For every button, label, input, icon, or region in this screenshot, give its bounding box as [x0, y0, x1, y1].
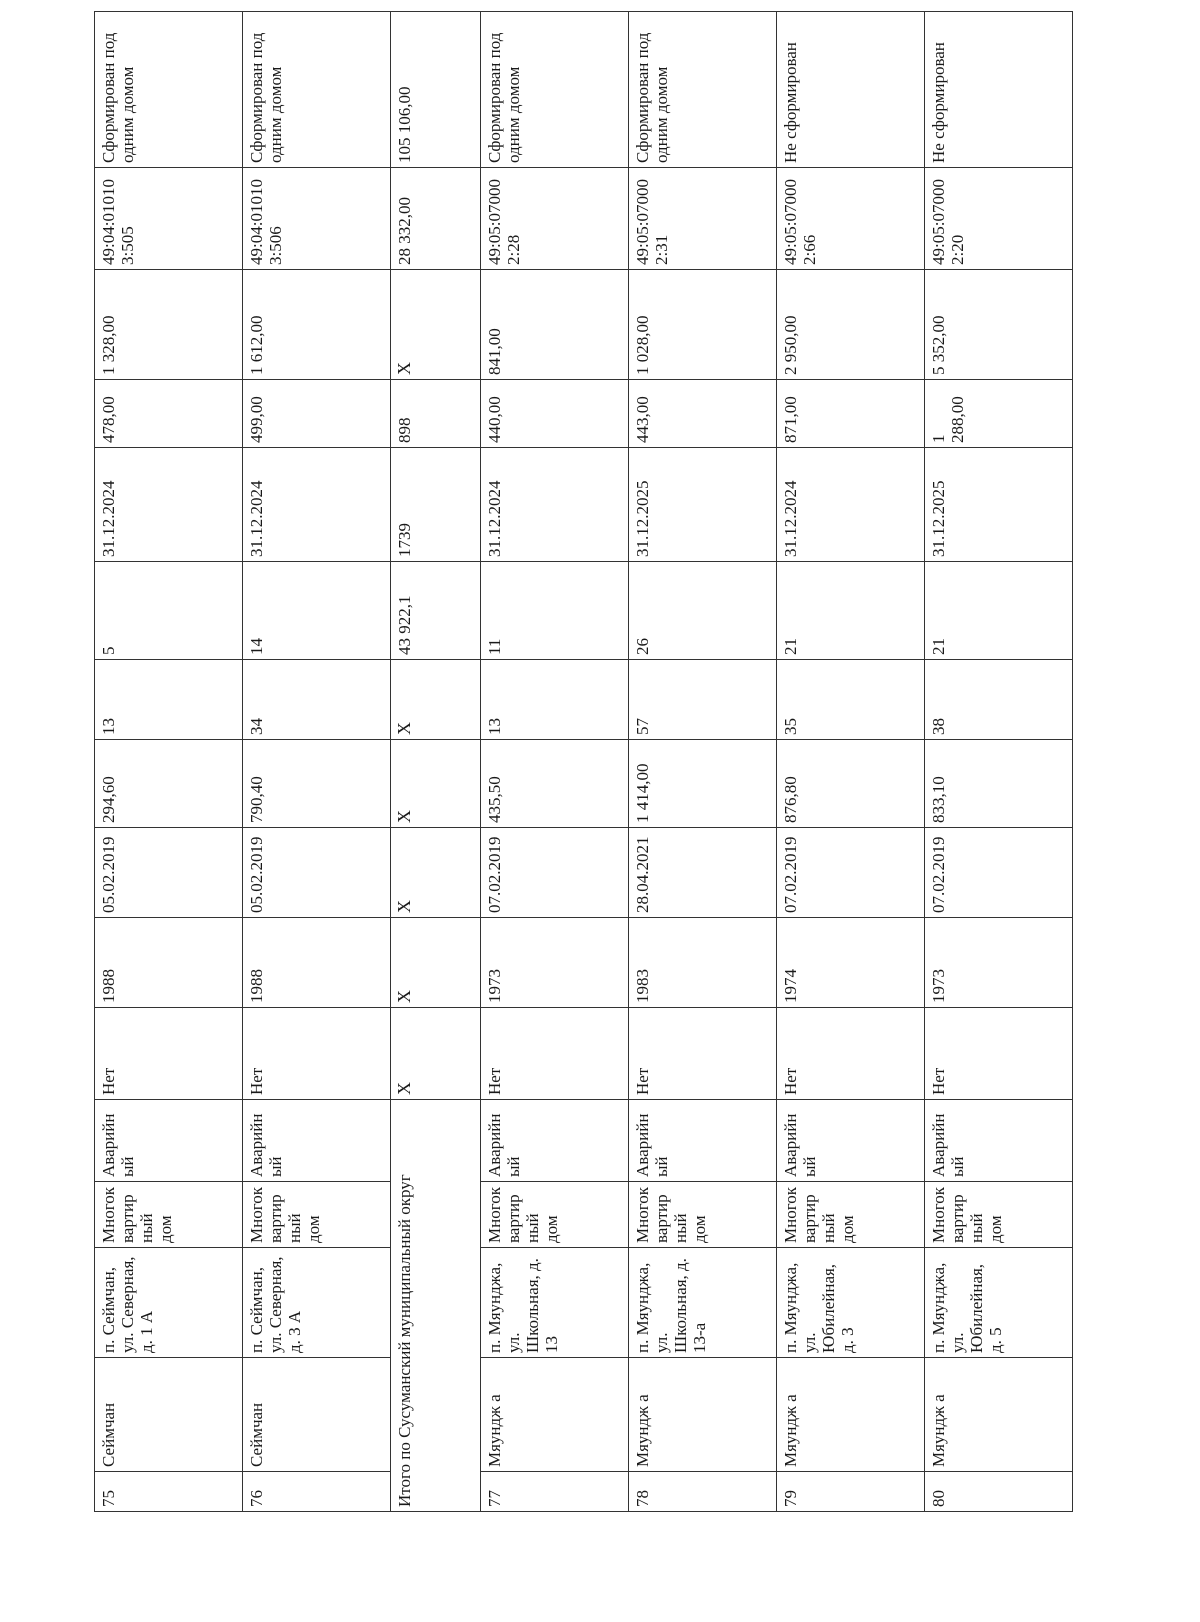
- house-type-cell: Многоквартирный дом: [629, 1182, 777, 1248]
- land-status-cell: Сформирован под одним домом: [481, 12, 629, 168]
- table-row: [777, 12, 925, 1512]
- area-cell: X: [391, 740, 481, 828]
- settlement-cell: Сеймчан: [243, 1358, 391, 1472]
- land-area-cell: 1 612,00: [243, 270, 391, 380]
- row-number-cell: 75: [95, 1472, 243, 1512]
- land-status-cell: 105 106,00: [391, 12, 481, 168]
- amount-cell: 443,00: [629, 380, 777, 448]
- value-cell: 43 922,1: [391, 562, 481, 660]
- build-year-cell: 1974: [777, 918, 925, 1008]
- land-status-cell: Сформирован под одним домом: [629, 12, 777, 168]
- amount-cell: 440,00: [481, 380, 629, 448]
- deadline-cell: 31.12.2025: [925, 448, 1073, 562]
- recognition-date-cell: 07.02.2019: [925, 828, 1073, 918]
- flag-cell: Нет: [629, 1008, 777, 1100]
- area-cell: 1 414,00: [629, 740, 777, 828]
- house-type-cell: Многоквартирный дом: [95, 1182, 243, 1248]
- settlement-cell: Мяундж а: [925, 1358, 1073, 1472]
- condition-cell: Аварийный: [481, 1100, 629, 1182]
- recognition-date-cell: 05.02.2019: [243, 828, 391, 918]
- condition-cell: Аварийный: [777, 1100, 925, 1182]
- value-cell: 21: [777, 562, 925, 660]
- rotated-page: [94, 12, 1134, 1512]
- flag-cell: Нет: [925, 1008, 1073, 1100]
- recognition-date-cell: 07.02.2019: [481, 828, 629, 918]
- value-cell: 14: [243, 562, 391, 660]
- deadline-cell: 31.12.2025: [629, 448, 777, 562]
- row-number-cell: 77: [481, 1472, 629, 1512]
- table-row: [95, 12, 243, 1512]
- land-area-cell: 5 352,00: [925, 270, 1073, 380]
- row-number-cell: 76: [243, 1472, 391, 1512]
- condition-cell: Аварийный: [95, 1100, 243, 1182]
- condition-cell: Аварийный: [925, 1100, 1073, 1182]
- deadline-cell: 1739: [391, 448, 481, 562]
- recognition-date-cell: 05.02.2019: [95, 828, 243, 918]
- cadastral-number-cell: 49:04:010103:505: [95, 168, 243, 270]
- row-number-cell: 80: [925, 1472, 1073, 1512]
- table-row: [243, 12, 391, 1512]
- house-type-cell: Многоквартирный дом: [481, 1182, 629, 1248]
- amount-cell: 898: [391, 380, 481, 448]
- cadastral-number-cell: 49:05:070002:20: [925, 168, 1073, 270]
- land-area-cell: X: [391, 270, 481, 380]
- flag-cell: Нет: [777, 1008, 925, 1100]
- area-cell: 833,10: [925, 740, 1073, 828]
- condition-cell: Аварийный: [629, 1100, 777, 1182]
- land-status-cell: Сформирован под одним домом: [243, 12, 391, 168]
- settlement-cell: Сеймчан: [95, 1358, 243, 1472]
- recognition-date-cell: X: [391, 828, 481, 918]
- value-cell: 5: [95, 562, 243, 660]
- house-type-cell: Многоквартирный дом: [243, 1182, 391, 1248]
- cadastral-number-cell: 49:05:070002:31: [629, 168, 777, 270]
- land-area-cell: 2 950,00: [777, 270, 925, 380]
- address-cell: п. Мяунджа, ул. Юбилейная, д. 5: [925, 1248, 1073, 1358]
- count-cell: 35: [777, 660, 925, 740]
- flag-cell: X: [391, 1008, 481, 1100]
- deadline-cell: 31.12.2024: [481, 448, 629, 562]
- cadastral-number-cell: 49:05:070002:66: [777, 168, 925, 270]
- recognition-date-cell: 07.02.2019: [777, 828, 925, 918]
- land-area-cell: 841,00: [481, 270, 629, 380]
- total-row: [391, 12, 481, 1512]
- housing-register-table: [94, 11, 1073, 1512]
- table-body: [95, 12, 1073, 1512]
- table-row: [629, 12, 777, 1512]
- land-area-cell: 1 328,00: [95, 270, 243, 380]
- flag-cell: Нет: [481, 1008, 629, 1100]
- deadline-cell: 31.12.2024: [95, 448, 243, 562]
- address-cell: п. Мяунджа, ул. Юбилейная, д. 3: [777, 1248, 925, 1358]
- value-cell: 21: [925, 562, 1073, 660]
- settlement-cell: Мяундж а: [777, 1358, 925, 1472]
- row-number-cell: 79: [777, 1472, 925, 1512]
- total-label-cell: Итого по Сусуманский муниципальный округ: [391, 1100, 481, 1512]
- count-cell: 13: [481, 660, 629, 740]
- land-status-cell: Не сформирован: [777, 12, 925, 168]
- address-cell: п. Мяунджа, ул. Школьная, д. 13-а: [629, 1248, 777, 1358]
- flag-cell: Нет: [95, 1008, 243, 1100]
- settlement-cell: Мяундж а: [629, 1358, 777, 1472]
- area-cell: 435,50: [481, 740, 629, 828]
- address-cell: п. Сеймчан, ул. Северная, д. 3 А: [243, 1248, 391, 1358]
- address-cell: п. Сеймчан, ул. Северная, д. 1 А: [95, 1248, 243, 1358]
- build-year-cell: 1983: [629, 918, 777, 1008]
- amount-cell: 871,00: [777, 380, 925, 448]
- area-cell: 294,60: [95, 740, 243, 828]
- count-cell: 13: [95, 660, 243, 740]
- table-row: [481, 12, 629, 1512]
- amount-cell: 499,00: [243, 380, 391, 448]
- amount-cell: 1 288,00: [925, 380, 1073, 448]
- cadastral-number-cell: 49:04:010103:506: [243, 168, 391, 270]
- deadline-cell: 31.12.2024: [243, 448, 391, 562]
- recognition-date-cell: 28.04.2021: [629, 828, 777, 918]
- cadastral-number-cell: 49:05:070002:28: [481, 168, 629, 270]
- build-year-cell: 1973: [925, 918, 1073, 1008]
- row-number-cell: 78: [629, 1472, 777, 1512]
- deadline-cell: 31.12.2024: [777, 448, 925, 562]
- table-row: [925, 12, 1073, 1512]
- flag-cell: Нет: [243, 1008, 391, 1100]
- house-type-cell: Многоквартирный дом: [777, 1182, 925, 1248]
- land-status-cell: Не сформирован: [925, 12, 1073, 168]
- land-status-cell: Сформирован под одним домом: [95, 12, 243, 168]
- count-cell: 34: [243, 660, 391, 740]
- land-area-cell: 1 028,00: [629, 270, 777, 380]
- cadastral-number-cell: 28 332,00: [391, 168, 481, 270]
- condition-cell: Аварийный: [243, 1100, 391, 1182]
- area-cell: 790,40: [243, 740, 391, 828]
- amount-cell: 478,00: [95, 380, 243, 448]
- house-type-cell: Многоквартирный дом: [925, 1182, 1073, 1248]
- build-year-cell: 1988: [95, 918, 243, 1008]
- area-cell: 876,80: [777, 740, 925, 828]
- build-year-cell: X: [391, 918, 481, 1008]
- settlement-cell: Мяундж а: [481, 1358, 629, 1472]
- count-cell: X: [391, 660, 481, 740]
- value-cell: 26: [629, 562, 777, 660]
- address-cell: п. Мяунджа, ул. Школьная, д. 13: [481, 1248, 629, 1358]
- build-year-cell: 1973: [481, 918, 629, 1008]
- count-cell: 38: [925, 660, 1073, 740]
- build-year-cell: 1988: [243, 918, 391, 1008]
- value-cell: 11: [481, 562, 629, 660]
- count-cell: 57: [629, 660, 777, 740]
